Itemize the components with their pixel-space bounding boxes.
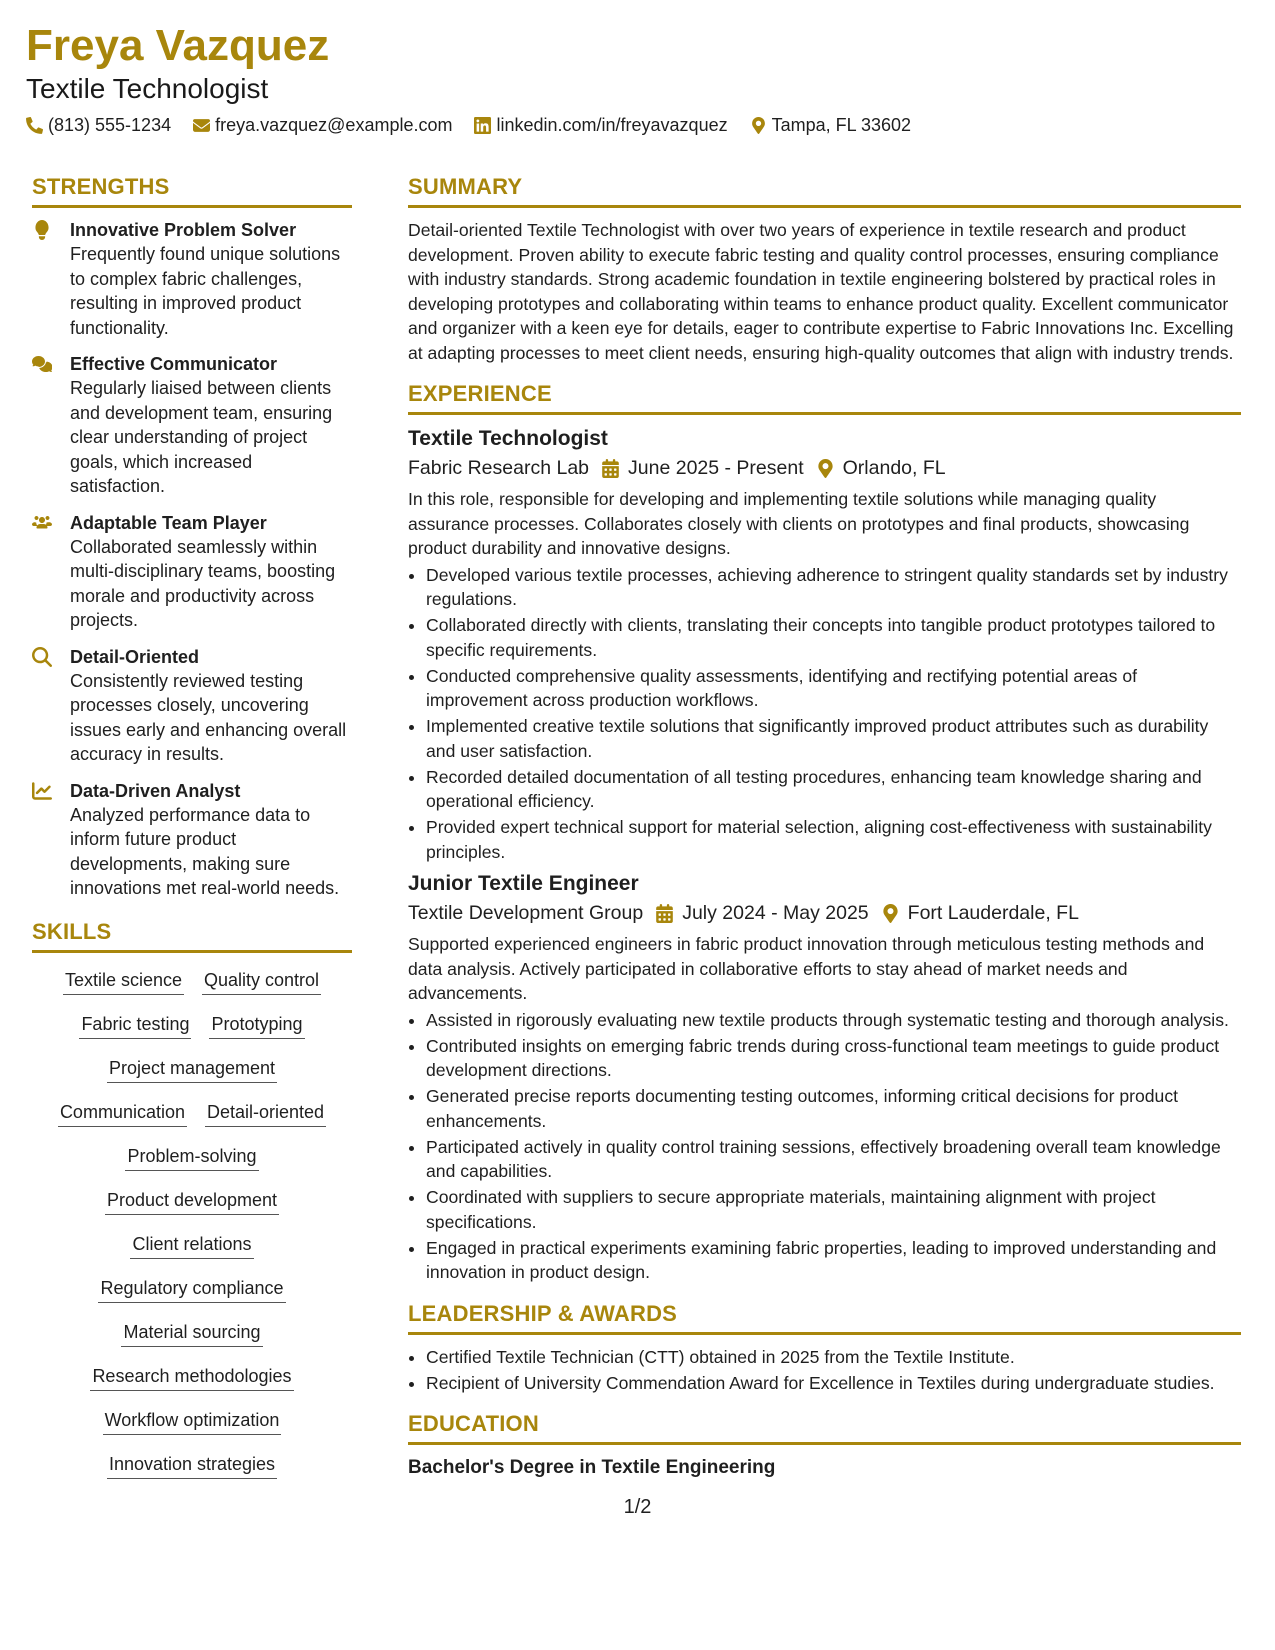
list-item: • Recorded detailed documentation of all testing procedures, enhancing team knowledge sharing and operational efficiency. xyxy=(426,765,1241,814)
skill-tag: Fabric testing xyxy=(79,1011,191,1039)
skill-tag: Material sourcing xyxy=(121,1319,262,1347)
awards-heading: LEADERSHIP & AWARDS xyxy=(408,1299,1241,1335)
job-description: In this role, responsible for developing and implementing textile solutions while managing quality assurance processes. Collaborates closely with clients on prototypes and final products, showcasing product durability and innovative designs. xyxy=(408,489,1190,558)
strength-item xyxy=(32,779,352,901)
candidate-role: Textile Technologist xyxy=(26,73,269,104)
search-icon xyxy=(32,647,52,667)
location-text: Tampa, FL 33602 xyxy=(771,114,912,135)
skill-tag: Quality control xyxy=(202,967,321,995)
contact-phone xyxy=(26,115,171,136)
comments-icon xyxy=(32,354,52,374)
list-item: • Recipient of University Commendation Award for Excellence in Textiles during undergraduate studies. xyxy=(426,1371,1241,1396)
strength-item xyxy=(32,352,352,499)
skill-tag: Research methodologies xyxy=(90,1363,293,1391)
skill-tag: Workflow optimization xyxy=(103,1407,282,1435)
list-item: • Contributed insights on emerging fabric trends during cross-functional team meetings to guide product development directions. xyxy=(426,1034,1241,1083)
strength-text: Consistently reviewed testing processes closely, uncovering issues early and enhancing overall accuracy in results. xyxy=(70,670,347,764)
list-item: • Provided expert technical support for material selection, aligning cost-effectiveness with sustainability principles. xyxy=(426,815,1241,864)
strength-title: Innovative Problem Solver xyxy=(70,220,297,240)
right-column xyxy=(408,172,1241,1481)
email-link[interactable]: freya.vazquez@example.com xyxy=(215,114,453,135)
strengths-heading: STRENGTHS xyxy=(32,172,352,208)
summary-heading: SUMMARY xyxy=(408,172,1241,208)
chart-line-icon xyxy=(32,781,52,801)
skill-tag: Regulatory compliance xyxy=(98,1275,285,1303)
job-dates: July 2024 - May 2025 xyxy=(682,902,869,924)
contact-email[interactable] xyxy=(193,115,452,136)
list-item: • Collaborated directly with clients, translating their concepts into tangible product prototypes tailored to specific requirements. xyxy=(426,613,1241,662)
skills-list xyxy=(32,967,352,1495)
list-item: • Generated precise reports documenting testing outcomes, informing critical decisions for product enhancements. xyxy=(426,1084,1241,1133)
skill-tag: Product development xyxy=(105,1187,279,1215)
skill-tag: Innovation strategies xyxy=(107,1451,277,1479)
map-marker-icon xyxy=(816,459,835,478)
job-title: Textile Technologist xyxy=(408,427,608,450)
job-title: Junior Textile Engineer xyxy=(408,872,639,895)
job-entry xyxy=(408,425,1241,864)
contact-linkedin[interactable] xyxy=(474,115,727,136)
list-item: • Coordinated with suppliers to secure appropriate materials, maintaining alignment with project specifications. xyxy=(426,1185,1241,1234)
phone-text: (813) 555-1234 xyxy=(48,114,172,135)
list-item: • Assisted in rigorously evaluating new textile products through systematic testing and thorough analysis. xyxy=(426,1008,1241,1033)
strength-title: Detail-Oriented xyxy=(70,646,200,667)
job-location: Orlando, FL xyxy=(842,457,946,479)
skill-tag: Prototyping xyxy=(209,1011,304,1039)
list-item: • Conducted comprehensive quality assessments, identifying and rectifying potential areas of improvement across production workflows. xyxy=(426,664,1241,713)
list-item: • Certified Textile Technician (CTT) obtained in 2025 from the Textile Institute. xyxy=(426,1345,1241,1370)
job-bullets xyxy=(408,563,1241,865)
strength-title: Adaptable Team Player xyxy=(70,512,267,533)
strength-text: Regularly liaised between clients and development team, ensuring clear understanding of project goals, which increased satisfaction. xyxy=(70,378,333,496)
experience-heading: EXPERIENCE xyxy=(408,379,1241,415)
list-item: • Implemented creative textile solutions that significantly improved product attributes such as durability and user satisfaction. xyxy=(426,714,1241,763)
skill-tag: Client relations xyxy=(130,1231,253,1259)
skill-tag: Detail-oriented xyxy=(205,1099,326,1127)
job-bullets xyxy=(408,1008,1241,1285)
skill-tag: Project management xyxy=(107,1055,277,1083)
job-meta xyxy=(408,898,1241,928)
job-dates: June 2025 - Present xyxy=(628,457,804,479)
skill-tag: Problem-solving xyxy=(125,1143,258,1171)
map-marker-icon xyxy=(750,117,767,134)
strength-title: Effective Communicator xyxy=(70,354,278,374)
job-company: Fabric Research Lab xyxy=(408,457,590,479)
skill-tag: Textile science xyxy=(63,967,184,995)
calendar-icon xyxy=(601,459,620,478)
skill-tag: Communication xyxy=(58,1099,187,1127)
page-number: 1/2 xyxy=(623,1496,652,1518)
users-icon xyxy=(32,513,52,533)
strength-text: Analyzed performance data to inform future product developments, making sure innovations met real-world needs. xyxy=(70,804,340,898)
job-location: Fort Lauderdale, FL xyxy=(907,902,1079,924)
calendar-icon xyxy=(655,904,674,923)
list-item: • Developed various textile processes, achieving adherence to stringent quality standards set by industry regulations. xyxy=(426,563,1241,612)
job-description: Supported experienced engineers in fabric product innovation through meticulous testing methods and data analysis. Actively participated in collaborative efforts to stay ahead of market needs and advancements. xyxy=(408,934,1205,1003)
envelope-icon xyxy=(193,117,210,134)
linkedin-link[interactable]: linkedin.com/in/freyavazquez xyxy=(496,114,728,135)
strength-text: Frequently found unique solutions to complex fabric challenges, resulting in improved product functionality. xyxy=(70,244,341,338)
strength-text: Collaborated seamlessly within multi-disciplinary teams, boosting morale and productivity across projects. xyxy=(70,536,336,630)
lightbulb-icon xyxy=(32,220,52,240)
strength-item xyxy=(32,511,352,633)
left-column xyxy=(32,172,352,1495)
phone-icon xyxy=(26,117,43,134)
contact-location xyxy=(750,115,911,136)
strength-item xyxy=(32,645,352,767)
job-entry xyxy=(408,870,1241,1285)
education-degree: Bachelor's Degree in Textile Engineering xyxy=(408,1457,776,1478)
skills-heading: SKILLS xyxy=(32,917,352,953)
job-meta xyxy=(408,453,1241,483)
awards-list xyxy=(408,1345,1241,1396)
contact-bar xyxy=(26,112,933,138)
list-item: • Engaged in practical experiments examining fabric properties, leading to improved understanding and innovation in product design. xyxy=(426,1236,1241,1285)
candidate-name: Freya Vazquez xyxy=(26,21,330,70)
strength-title: Data-Driven Analyst xyxy=(70,780,241,801)
education-heading: EDUCATION xyxy=(408,1409,1241,1445)
list-item: • Participated actively in quality control training sessions, effectively broadening overall team knowledge and capabilities. xyxy=(426,1135,1241,1184)
linkedin-icon xyxy=(474,117,491,134)
map-marker-icon xyxy=(881,904,900,923)
job-company: Textile Development Group xyxy=(408,902,644,924)
summary-text: Detail-oriented Textile Technologist with over two years of experience in textile research and product development. Proven ability to execute fabric testing and quality control processes, ensuring compliance with industry standards. Strong academic foundation in textile engineering bolstered by practical roles in developing prototypes and collaborating within teams to enhance product quality. Excellent communicator and organizer with a keen eye for details, eager to contribute expertise to Fabric Innovations Inc. Excelling at adapting processes to meet client needs, ensuring high-quality outcomes that align with industry trends. xyxy=(408,220,1234,363)
strength-item xyxy=(32,218,352,340)
